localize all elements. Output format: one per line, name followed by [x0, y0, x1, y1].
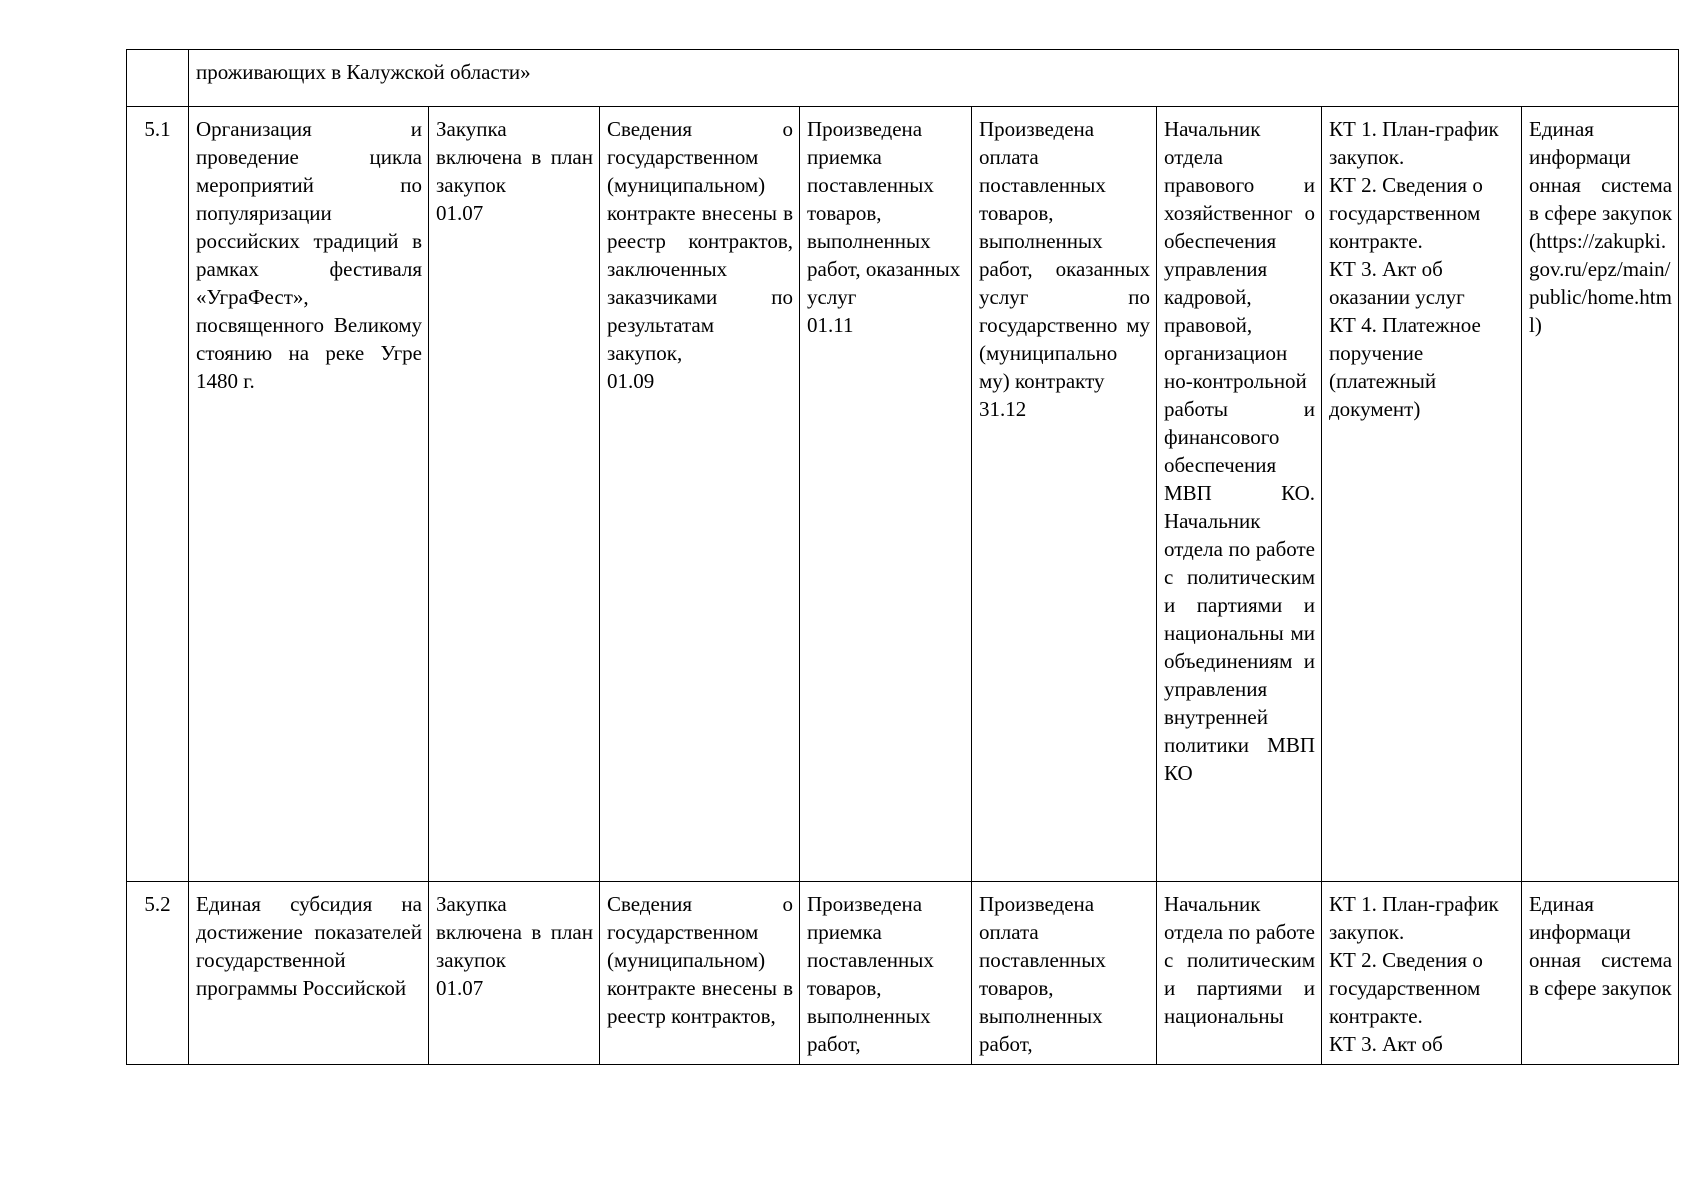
table-row-header-continuation	[127, 50, 1679, 107]
table-row	[127, 882, 1679, 1065]
responsible-cell: Начальник отдела по работе с политическим и партиями и национальны	[1157, 882, 1322, 1065]
event-name-cell: Организация и проведение цикла мероприятий по популяризации российских традиций в рамках фестиваля «УграФест», посвященного Великому стоянию на реке Угре 1480 г.	[189, 107, 429, 882]
info-source-cell: Единая информаци онная система в сфере закупок (https://zakupki.gov.ru/epz/main/public/home.html)	[1522, 107, 1679, 882]
number-cell-empty	[127, 50, 189, 107]
continuation-text-cell	[189, 50, 1679, 107]
acceptance-cell: Произведена приемка поставленных товаров, выполненных работ, оказанных услуг 01.11	[800, 107, 972, 882]
info-source-cell: Единая информаци онная система в сфере закупок	[1522, 882, 1679, 1065]
row-number-cell: 5.1	[127, 107, 189, 882]
responsible-cell: Начальник отдела правового и хозяйственног о обеспечения управления кадровой, правовой, организацион но-контрольной работы и финансового обеспечения МВП КО. Начальник отдела по работе с политическим и партиями и национальны ми объединениям и управления внутренней политики МВП КО	[1157, 107, 1322, 882]
checkpoints-cell: КТ 1. План-график закупок. КТ 2. Сведения о государственном контракте. КТ 3. Акт об	[1322, 882, 1522, 1065]
procurement-cell: Закупка включена в план закупок 01.07	[429, 882, 600, 1065]
table-row	[127, 107, 1679, 882]
payment-cell: Произведена оплата поставленных товаров, выполненных работ, оказанных услуг по государственно му (муниципально му) контракту 31.12	[972, 107, 1157, 882]
event-name-cell: Единая субсидия на достижение показателей государственной программы Российской	[189, 882, 429, 1065]
row-number-cell: 5.2	[127, 882, 189, 1065]
acceptance-cell: Произведена приемка поставленных товаров, выполненных работ,	[800, 882, 972, 1065]
continuation-text: проживающих в Калужской области»	[196, 60, 531, 84]
contract-cell: Сведения о государственном (муниципальном) контракте внесены в реестр контрактов, заключенных заказчиками по результатам закупок, 01.09	[600, 107, 800, 882]
procurement-plan-table	[126, 49, 1679, 1065]
checkpoints-cell: КТ 1. План-график закупок. КТ 2. Сведения о государственном контракте. КТ 3. Акт об оказании услуг КТ 4. Платежное поручение (платежный документ)	[1322, 107, 1522, 882]
contract-cell: Сведения о государственном (муниципальном) контракте внесены в реестр контрактов,	[600, 882, 800, 1065]
procurement-cell: Закупка включена в план закупок 01.07	[429, 107, 600, 882]
payment-cell: Произведена оплата поставленных товаров, выполненных работ,	[972, 882, 1157, 1065]
